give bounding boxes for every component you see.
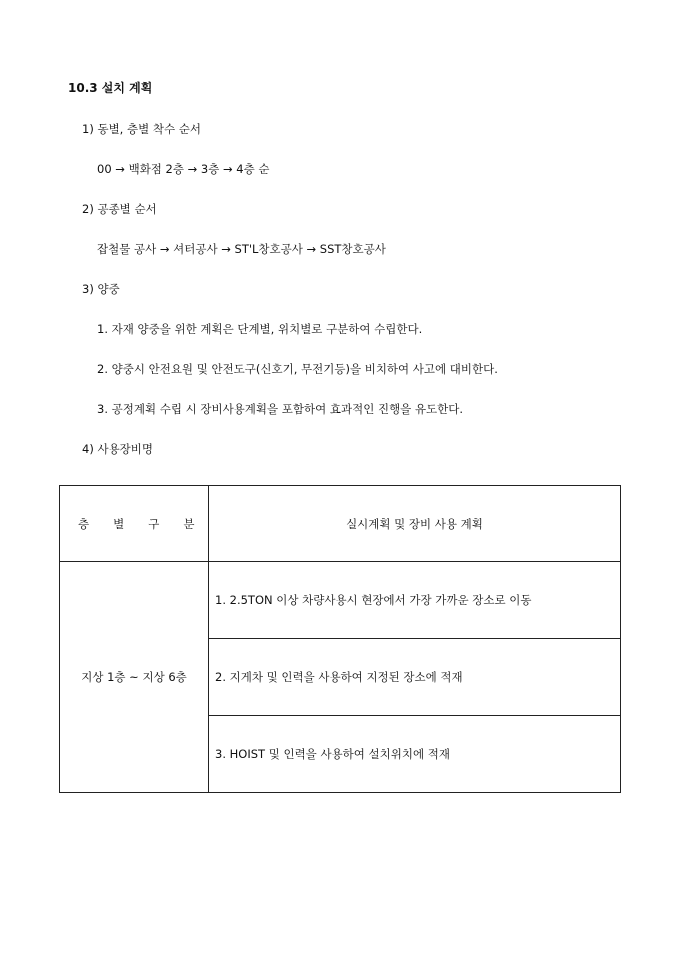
header-floor-char: 별 <box>113 516 125 531</box>
plan-cell: 1. 2.5TON 이상 차량사용시 현장에서 가장 가까운 장소로 이동 <box>209 562 621 639</box>
plan-cell: 3. HOIST 및 인력을 사용하여 설치위치에 적재 <box>209 716 621 793</box>
item3-title: 3) 양중 <box>82 282 120 296</box>
item1-body: 00 → 백화점 2층 → 3층 → 4층 순 <box>97 162 270 176</box>
header-floor-char: 층 <box>78 516 90 531</box>
header-floor-char: 분 <box>183 516 195 531</box>
header-floor-cell <box>60 486 209 562</box>
plan-cell: 2. 지게차 및 인력을 사용하여 지정된 장소에 적재 <box>209 639 621 716</box>
item2-body: 잡철물 공사 → 셔터공사 → ST'L창호공사 → SST창호공사 <box>97 242 386 256</box>
item1-title: 1) 동별, 층별 착수 순서 <box>82 122 201 136</box>
floor-range-cell: 지상 1층 ~ 지상 6층 <box>60 562 209 793</box>
table-row <box>60 562 621 639</box>
item3-line-3: 3. 공정계획 수립 시 장비사용계획을 포함하여 효과적인 진행을 유도한다. <box>97 402 464 416</box>
equipment-plan-table <box>59 485 621 793</box>
header-floor-char: 구 <box>148 516 160 531</box>
item2-title: 2) 공종별 순서 <box>82 202 157 216</box>
item4-title: 4) 사용장비명 <box>82 442 154 456</box>
table-header-row <box>60 486 621 562</box>
section-title: 10.3 설치 계획 <box>68 81 153 95</box>
item3-line-2: 2. 양중시 안전요원 및 안전도구(신호기, 무전기등)을 비치하여 사고에 대비한다. <box>97 362 498 376</box>
item3-line-1: 1. 자재 양중을 위한 계획은 단계별, 위치별로 구분하여 수립한다. <box>97 322 423 336</box>
header-plan-cell: 실시계획 및 장비 사용 계획 <box>209 486 621 562</box>
